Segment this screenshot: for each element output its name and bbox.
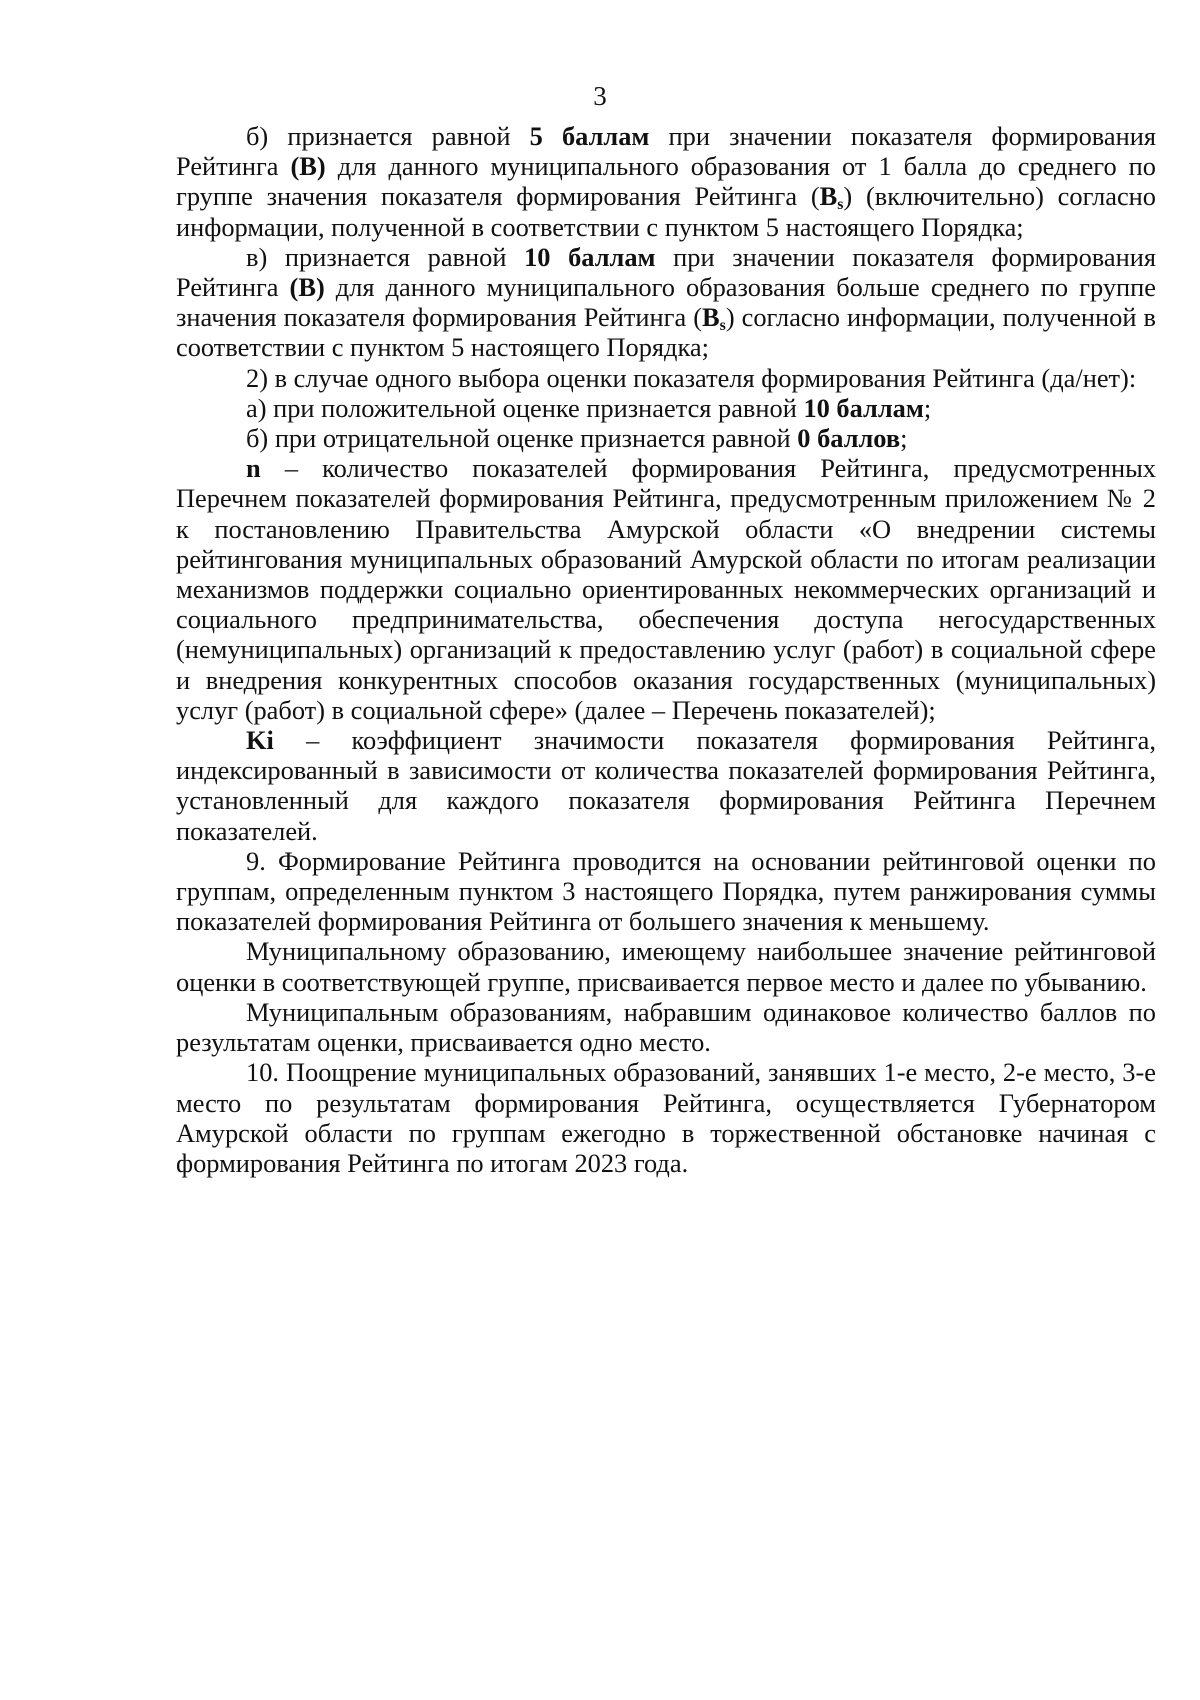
text-run: а) при положительной оценке признается равной <box>246 392 804 423</box>
paragraph-p-2 <box>176 363 1156 393</box>
bold-text: 5 баллам <box>529 121 650 151</box>
text-run: 9. Формирование Рейтинга проводится на основании рейтинговой оценки по группам, определенным пунктом 3 настоящего Порядка, путем ранжирования суммы показателей формирования Рейтинга от большего значения к меньшему. <box>176 845 1156 937</box>
text-run: – коэффициент значимости показателя формирования Рейтинга, индексированный в зависимости от количества показателей формирования Рейтинга, установленный для каждого показателя формирования Рейтинга Перечнем показателей. <box>176 725 1156 846</box>
paragraph-p-9 <box>176 846 1156 937</box>
text-run: в) признается равной <box>246 241 525 272</box>
bold-text: (В) <box>289 272 325 303</box>
text-run: ; <box>900 423 908 454</box>
page-number: 3 <box>593 81 607 111</box>
bold-text: (В) <box>290 151 326 182</box>
paragraph-p-b-0 <box>176 423 1156 453</box>
paragraph-p-b-5 <box>176 121 1156 242</box>
text-run: при значении показателя формирования Рейтинга <box>176 121 1156 182</box>
text-run: 10. Поощрение муниципальных образований, занявших 1-е место, 2-е место, 3-е место по результатам формирования Рейтинга, осуществляется Губернатором Амурской области по группам ежегодно в торжественной обстановке начиная с формирования Рейтинга по итогам 2023 года. <box>176 1057 1156 1178</box>
paragraph-p-9-first-place <box>176 936 1156 996</box>
bold-text: Ki <box>246 725 274 756</box>
text-run: при значении показателя формирования Рейтинга <box>176 241 1157 303</box>
paragraph-p-n <box>176 453 1156 725</box>
bold-text: n <box>246 453 261 484</box>
text-run: ) согласно информации, полученной в соответствии с пунктом 5 настоящего Порядка; <box>176 302 1156 363</box>
paragraph-p-9-same-place <box>176 997 1156 1057</box>
text-run: – количество показателей формирования Рейтинга, предусмотренных Перечнем показателей формирования Рейтинга, предусмотренным приложением № 2 к постановлению Правительства Амурской области «О внедрении системы рейтингования муниципальных образований Амурской области по итогам реализации механизмов поддержки социально ориентированных некоммерческих организаций и социального предпринимательства, обеспечения доступа негосударственных (немуниципальных) организаций к предоставлению услуг (работ) в социальной сфере и внедрения конкурентных способов оказания государственных (муниципальных) услуг (работ) в социальной сфере» (далее – Перечень показателей); <box>176 453 1156 725</box>
paragraph-p-ki <box>176 725 1156 846</box>
paragraph-p-a <box>176 393 1156 423</box>
bold-text: 10 баллам <box>524 241 656 272</box>
subscript-text: s <box>719 317 726 335</box>
text-run: б) признается равной <box>246 121 530 151</box>
text-run: для данного муниципального образования больше среднего по группе значения показателя формирования Рейтинга ( <box>176 272 1156 333</box>
text-run: б) при отрицательной оценке признается равной <box>246 423 798 454</box>
text-run: Муниципальному образованию, имеющему наибольшее значение рейтинговой оценки в соответствующей группе, присваивается первое место и далее по убыванию. <box>176 936 1156 997</box>
text-run: Муниципальным образованиям, набравшим одинаковое количество баллов по результатам оценки, присваивается одно место. <box>176 996 1156 1058</box>
bold-text: 0 баллов <box>797 423 901 454</box>
text-run: ) (включительно) согласно информации, полученной в соответствии с пунктом 5 настоящего Порядка; <box>176 181 1156 242</box>
document-body <box>176 121 1156 1178</box>
paragraph-p-v-10 <box>176 242 1156 363</box>
text-run: для данного муниципального образования от 1 балла до среднего по группе значения показателя формирования Рейтинга ( <box>176 151 1156 212</box>
text-run: 2) в случае одного выбора оценки показателя формирования Рейтинга (да/нет): <box>246 362 1137 393</box>
bold-text: 10 баллам <box>803 392 924 423</box>
text-run: ; <box>923 392 932 423</box>
bold-text: В <box>819 181 838 212</box>
subscript-text: s <box>837 196 844 214</box>
paragraph-p-10 <box>176 1057 1156 1178</box>
bold-text: В <box>702 302 720 333</box>
